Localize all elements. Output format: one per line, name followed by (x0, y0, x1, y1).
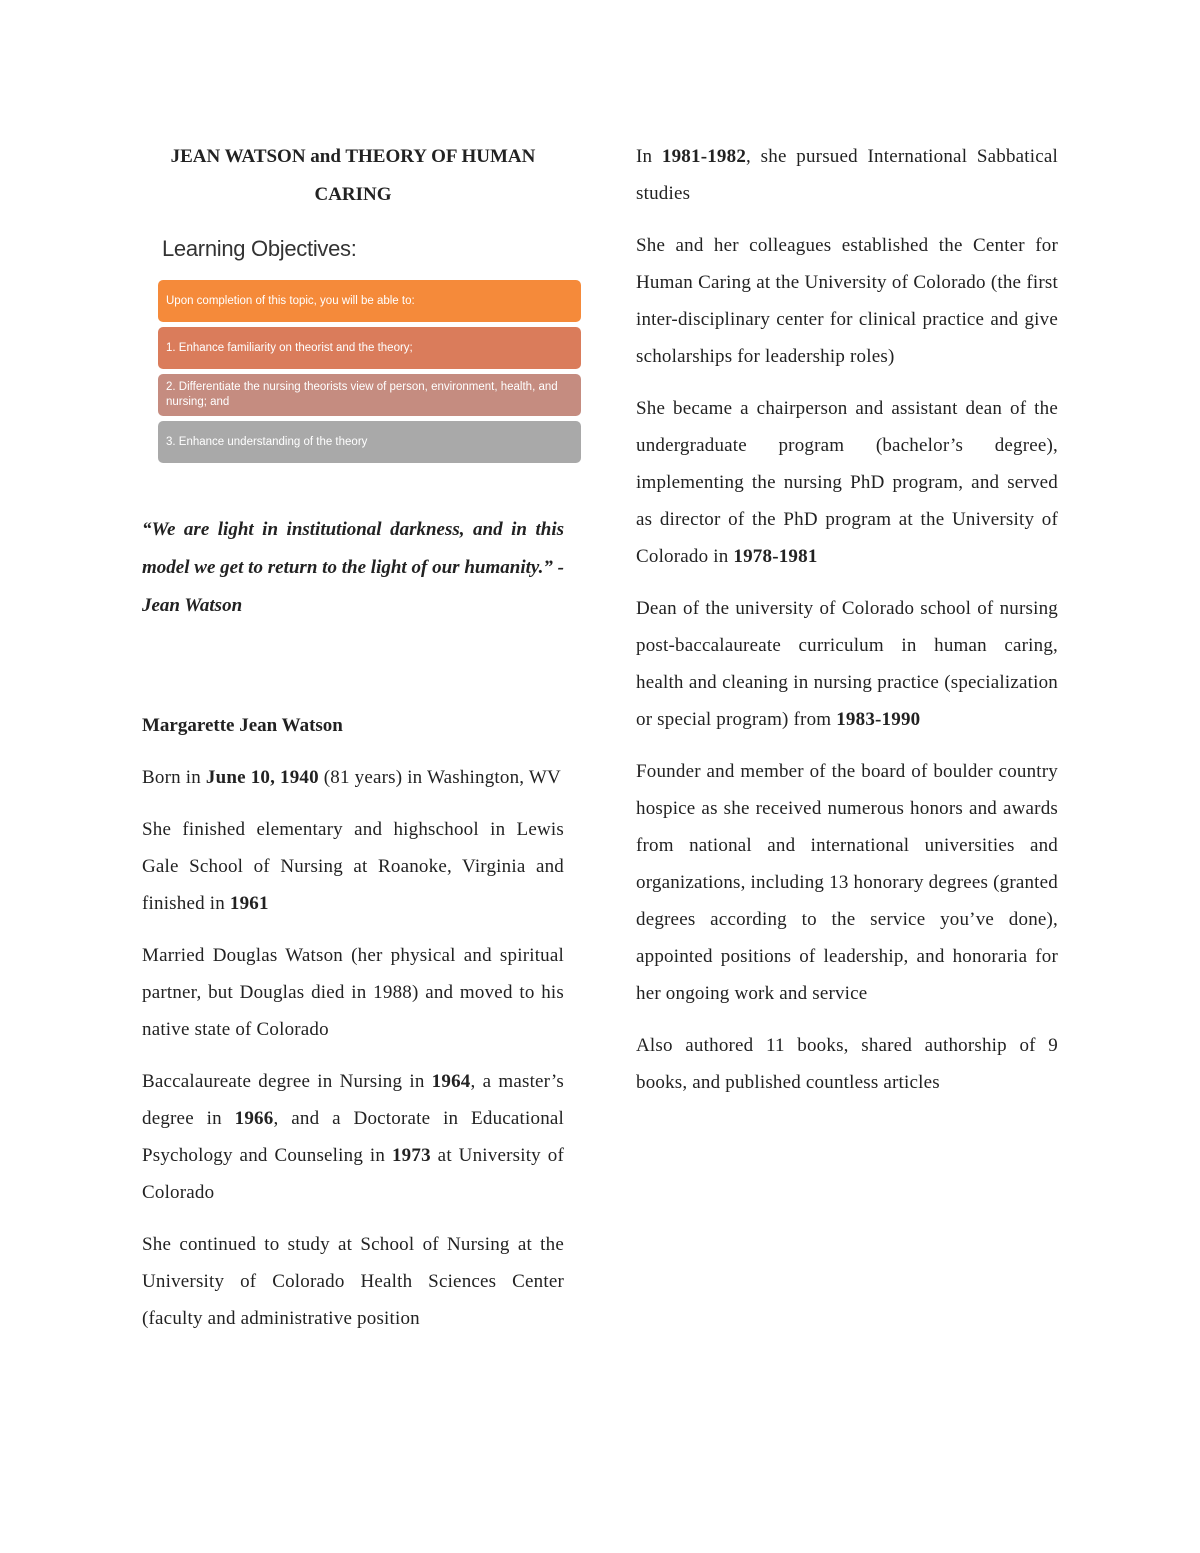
text-span: She became a chairperson and assistant dean of the undergraduate program (bachelor’s degree), implementing the nursing PhD program, and served as director of the PhD program at the University of Colorado in (636, 398, 1058, 567)
paragraph-married: Married Douglas Watson (her physical and spiritual partner, but Douglas died in 1988) and moved to his native state of Colorado (142, 945, 564, 1040)
text-span: , a master’s degree in (142, 1071, 564, 1129)
paragraph-born (142, 759, 564, 796)
right-column (636, 138, 1058, 1116)
bold-year: 1964 (431, 1071, 471, 1092)
text-span: Baccalaureate degree in Nursing in (142, 1071, 432, 1092)
paragraph-degrees (142, 1063, 564, 1211)
learning-objective-item (158, 327, 581, 369)
bold-date: June 10, 1940 (205, 767, 319, 788)
text-span: Born in (142, 767, 206, 788)
watson-quote: “We are light in institutional darkness, and in this model we get to return to the light of our humanity.” -Jean Watson (142, 519, 564, 616)
left-column (142, 138, 564, 1352)
text-span: In (636, 146, 662, 167)
text-span: , and a Doctorate in Educational Psychology and Counseling in (142, 1108, 565, 1166)
bold-year: 1973 (391, 1145, 431, 1166)
bold-year: 1983-1990 (836, 709, 921, 730)
learning-objective-item (158, 374, 581, 416)
learning-objective-text: 3. Enhance understanding of the theory (166, 435, 368, 448)
bold-year: 1966 (234, 1108, 274, 1129)
text-span: (81 years) in Washington, WV (318, 767, 561, 788)
learning-objectives-graphic (142, 236, 564, 463)
paragraph-continued: She continued to study at School of Nursing at the University of Colorado Health Sciences Center (faculty and administrative position (142, 1234, 564, 1329)
learning-objective-text: 2. Differentiate the nursing theorists view of person, environment, health, and nursing; and (166, 381, 558, 408)
text-span: , she pursued International Sabbatical studies (636, 146, 1058, 204)
paragraph-dean (636, 590, 1058, 738)
text-span: She finished elementary and highschool in Lewis Gale School of Nursing at Roanoke, Virginia and finished in (142, 819, 564, 914)
document-title: JEAN WATSON and THEORY OF HUMAN CARING (170, 146, 536, 205)
learning-objective-item (158, 421, 581, 463)
learning-objective-text: 1. Enhance familiarity on theorist and the theory; (166, 341, 413, 354)
text-span: at University of Colorado (142, 1145, 564, 1203)
paragraph-sabbatical (636, 138, 1058, 212)
learning-objectives-heading: Learning Objectives: (162, 236, 357, 261)
learning-objective-item (158, 280, 581, 322)
paragraph-school (142, 811, 564, 922)
bold-year: 1961 (229, 893, 269, 914)
learning-objective-text: Upon completion of this topic, you will be able to: (166, 294, 415, 307)
learning-objectives-list (158, 280, 581, 463)
paragraph-books: Also authored 11 books, shared authorship of 9 books, and published countless articles (636, 1035, 1058, 1093)
bold-year: 1981-1982 (661, 146, 747, 167)
paragraph-center: She and her colleagues established the Center for Human Caring at the University of Colorado (the first inter-disciplinary center for clinical practice and give scholarships for leadership roles) (636, 235, 1058, 367)
bold-year: 1978-1981 (733, 546, 818, 567)
paragraph-chair (636, 390, 1058, 575)
text-span: Dean of the university of Colorado school of nursing post-baccalaureate curriculum in human caring, health and cleaning in nursing practice (specialization or special program) from (636, 598, 1058, 730)
paragraph-founder: Founder and member of the board of boulder country hospice as she received numerous honors and awards from national and international universities and organizations, including 13 honorary degrees (granted degrees according to the service you’ve done), appointed positions of leadership, and honoraria for her ongoing work and service (636, 761, 1058, 1004)
name-heading: Margarette Jean Watson (142, 715, 343, 736)
